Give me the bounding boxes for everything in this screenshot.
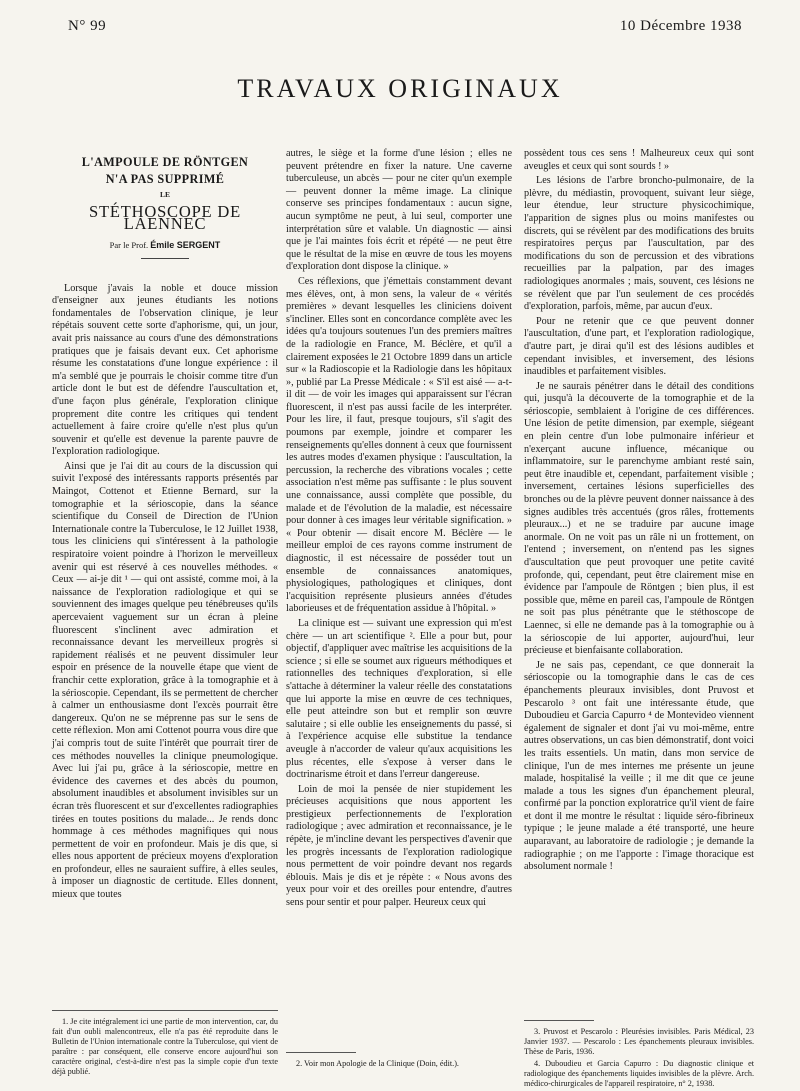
- paragraph: La clinique est — suivant une expression qui m'est chère — un art scientifique ². Elle a pour but, pour objectif, d'appliquer avec maîtrise les acquisitions de la science ; si elle se soumet aux rigueurs méthodiques et rationnelles des techniques d'exploration, si elle s'attache à déterminer la valeur réelle des constatations que lui apporte la mise en œuvre de ces techniques, elle peut atteindre son but et remplir son œuvre salutaire ; si elle oublie les enseignements du passé, si à l'expérience acquise elle substitue la tendance aveugle à n'accorder de valeur qu'aux acquisitions les plus récentes, elle s'expose à verser dans le doctrinarisme étroit et dans l'erreur dangereuse.: [286, 617, 512, 781]
- article-main-title: STÉTHOSCOPE DE LAENNEC: [89, 201, 241, 234]
- paragraph: Lorsque j'avais la noble et douce mission d'enseigner aux jeunes étudiants les notions fondamentales de l'observation clinique, je leur répétais souvent cette sorte d'aphorisme, qui, un jour, avait pris naissance au cours d'une des démonstrations pratiques que je faisais devant eux. Cet aphorisme résume les constatations d'une longue expérience : il m'a semblé que je pourrais le choisir comme titre d'un article dont le but est de défendre l'auscultation et, d'une façon plus générale, l'exploration clinique proprement dite contre les critiques qui tendent actuellement à faire croire qu'elle n'est plus qu'un souvenir et qu'elle est devenue la parente pauvre de l'exploration radiologique.: [52, 282, 278, 458]
- column-1-footnotes: [52, 1000, 278, 1079]
- paragraph: Loin de moi la pensée de nier stupidement les précieuses acquisitions que nous apportent les prestigieux perfectionnements de l'exploration radiologique ; avec admiration et reconnaissance, je le répète, je m'incline devant les perspectives d'avenir que les progrès incessants de l'exploration radiologique nous permettent de voir poindre devant nos regards éblouis. Mais je dis et je répète : « Nous avons des yeux pour voir et des oreilles pour entendre, d'autres sens pour sentir et pour palper. Heureux ceux qui: [286, 783, 513, 909]
- footnote: 3. Pruvost et Pescarolo : Pleurésies invisibles. Paris Médical, 23 Janvier 1937. — Pescarolo : Les épanchements pleuraux invisibles. Thèse de Paris, 1936.: [524, 1027, 754, 1056]
- footnote-divider: [524, 1020, 594, 1021]
- column-1: [52, 148, 278, 904]
- article-title-le: LE: [159, 190, 170, 200]
- column-3-footnotes: [524, 1010, 754, 1091]
- paragraph: Je ne sais pas, cependant, ce que donnerait la sérioscopie ou la tomographie dans le cas de ces épanchements pleuraux invisibles, dont Pruvost et Pescarolo ³ ont fait une intéressante étude, que Duboudieu et Garcia Capurro ⁴ de Montevideo viennent également de signaler et dont j'ai vu moi-même, entre autres observations, un cas bien démonstratif, dont voici les traits essentiels. Un matin, dans mon service de clinique, l'un de mes internes me présente un jeune malade, hospitalisé la veille ; il me dit que ce jeune malade a tous les signes d'un épanchement pleural, confirmé par la ponction exploratrice qu'il vient de faire et dont il me montre le résultat : liquide séro-fibrineux typique ; le jeune malade a été transporté, une heure auparavant, au laboratoire de radiologie ; je demande la radiographie ; on me l'apporte : l'image thoracique est absolument normale !: [524, 659, 754, 873]
- byline: [52, 239, 278, 252]
- issue-number: N° 99: [68, 18, 107, 34]
- paragraph: Je ne saurais pénétrer dans le détail des conditions qui, jusqu'à la découverte de la tomographie et de la sérioscopie, semblaient à l'origine de ces différences. Une lésion de petite dimension, par exemple, siégeant en plein centre d'un lobe pulmonaire inférieur et n'exerçant aucune influence, mécanique ou inflammatoire, sur le parenchyme ambiant resté sain, peut être inaudible et, cependant, parfaitement visible ; inversement, certaines lésions superficielles des bronches ou de la plèvre peuvent donner naissance à des signes audibles très accentués (gros râles, frottements pleuraux...) et ne se traduire par aucune image anormale. On ne voit pas un râle ni un frottement, on l'entend ; inversement, on n'entend pas les signes d'auscultation que peut provoquer une petite cavité profonde, qui, cependant, peut être clairement mise en évidence par l'ampoule de Röntgen ; bien plus, il est possible que, même en pareil cas, l'ampoule de Röntgen ne soit pas plus pénétrante que le stéthoscope de Laennec, si elle ne demande pas à la tomographie ou à la sérioscopie de lui apporter, aujourd'hui, leur précieuse et bienfaisante collaboration.: [524, 380, 754, 657]
- column-3: [524, 148, 754, 876]
- paragraph: autres, le siège et la forme d'une lésion ; elles ne peuvent prétendre en fixer la nature. Une caverne tuberculeuse, un abcès — pour ne citer qu'un exemple — peuvent donner la même image. La clinique conserve ses principes fondamentaux : aucun signe, aucun symptôme ne peut, à lui seul, comporter une interprétation sûre et valable. Un diagnostic — ainsi que je l'ai maintes fois écrit et répété — ne peut être que le résultat de la mise en œuvre de tous les moyens d'exploration dont dispose la clinique. »: [286, 148, 512, 273]
- article-title-line-1: L'AMPOULE DE RÖNTGEN: [81, 155, 249, 169]
- footnote: 1. Je cite intégralement ici une partie de mon intervention, car, du fait d'un oubli malencontreux, elle n'a pas été reproduite dans le Bulletin de l'Union internationale contre la Tuberculose, qui vient de paraître : par conséquent, elle conserve encore aujourd'hui son caractère original, c'est-à-dire n'est pas la simple copie d'un texte déjà publié.: [52, 1017, 278, 1076]
- paragraph: Les lésions de l'arbre broncho-pulmonaire, de la plèvre, du médiastin, provoquent, suivant leur siège, leur étendue, leur structure physicochimique, l'apparition de signes plus ou moins manifestes ou discrets, qui se révèlent par des modifications des bruits respiratoires perçus par l'auscultation, par des modifications du son de percussion et des vibrations recueillies par la palpation, par des images radiologiques anormales ; mais, souvent, ces lésions ne se révèlent que par l'un seulement de ces procédés d'exploration, parfois, même, par aucun d'eux.: [524, 175, 754, 313]
- byline-prefix: Par le Prof.: [109, 239, 149, 250]
- footnote-divider: [286, 1052, 356, 1053]
- footnote: 4. Duboudieu et Garcia Capurro : Du diagnostic clinique et radiologique des épanchements liquides invisibles de la plèvre. Arch. médico-chirurgicales de l'appareil respiratoire, n° 2, 1938.: [524, 1059, 754, 1088]
- author-name: Émile SERGENT: [150, 239, 221, 250]
- section-title: TRAVAUX ORIGINAUX: [237, 74, 563, 103]
- paragraph: Pour ne retenir que ce que peuvent donner l'auscultation, d'une part, et l'exploration radiologique, d'autre part, je dirai qu'il est des lésions audibles et cependant invisibles, et inversement, des lésions inaudibles et parfaitement visibles.: [524, 315, 754, 378]
- footnote: 2. Voir mon Apologie de la Clinique (Doin, édit.).: [296, 1059, 459, 1068]
- article-title-line-2: N'A PAS SUPPRIMÉ: [105, 171, 225, 186]
- paragraph: Ces réflexions, que j'émettais constamment devant mes élèves, ont, à mon sens, la valeur de « vérités premières » devant lesquelles les cliniciens doivent s'incliner. Elles sont en concordance complète avec les idées qu'a toujours soutenues l'un des premiers maîtres de la radiologie en France, M. Béclère, et qu'il a clairement exposées le 21 Octobre 1899 dans un article sur « la Radioscopie et la Radiologie dans les hôpitaux », publié par La Presse Médicale : « S'il est aisé — a-t-il dit — de voir les images qui apparaissent sur l'écran fluorescent, il n'est pas aussi facile de les interpréter. Pour les lire, il faut, presque toujours, s'il s'agit des poumons par exemple, joindre et comparer les renseignements qu'elles donnent à ceux que fournissent les autres modes d'examen physique : l'auscultation, la percussion, la recherche des vibrations vocales ; cette association n'est même pas suffisante : le plus souvent une connaissance, aussi complète que possible, du malade et de l'évolution de la maladie, est nécessaire pour donner à ces images leur véritable signification. » « Pour obtenir — disait encore M. Béclère — le meilleur emploi de ces rayons comme instrument de diagnostic, il est nécessaire de posséder tout un ensemble de connaissances anatomiques, physiologiques, pathologiques et cliniques, dont l'acquisition représente plusieurs années d'études laborieuses et de fréquentation assidue à l'hôpital. »: [286, 275, 512, 615]
- column-2: [286, 148, 512, 912]
- title-divider: [141, 258, 189, 259]
- column-2-footnotes: [286, 1042, 512, 1071]
- paragraph: Ainsi que je l'ai dit au cours de la discussion qui suivit l'exposé des intéressants rapports présentés par Maingot, Cottenot et Etienne Bernard, sur la tomographie et la sérioscopie, dans la séance scientifique du Conseil de Direction de l'Union Internationale contre la Tuberculose, le 12 Juillet 1938, tous les cliniciens qui s'intéressent à la pathologie respiratoire voient poindre à l'horizon le merveilleux avenir qui est réservé à ces nouvelles méthodes. « Ceux — ai-je dit ¹ — qui ont assisté, comme moi, à la naissance de l'exploration radiologique et qui se souviennent des images quelque peu ténébreuses qu'ils apercevaient vaguement sur un écran à pleine fluorescent s'inclinent avec admiration et reconnaissance devant les merveilleux progrès si rapidement réalisés et ne peuvent dissimuler leur espoir en présence de la nouvelle étape que vient de franchir cette exploration, grâce à la tomographie et à la sérioscopie. Cependant, ils se permettent de chercher à calmer un enthousiasme dont l'excès pourrait être dangereux. Qu'on ne se méprenne pas sur le sens de cette réflexion. Mon ami Cottenot pourra vous dire que j'ai compris tout de suite l'intérêt que pourrait tirer de ces méthodes nouvelles la clinique pneumologique. Avec lui j'ai pu, grâce à la sérioscopie, mettre en évidence des cavernes et des abcès du poumon, absolument inaudibles et absolument invisibles sur un écran très fluorescent et sur d'excellentes radiographies tirées en toutes positions du malade... Je rends donc hommage à ces méthodes magnifiques qui nous permettent de voir en profondeur. Mais je dis que, si elles nous apportent de précieux moyens d'exploration en profondeur, elles ne sauraient suffire, à elles seules, à imposer un diagnostic de certitude. Elles donnent, mieux que toutes: [52, 460, 279, 901]
- paragraph: possèdent tous ces sens ! Malheureux ceux qui sont aveugles et ceux qui sont sourds ! »: [524, 148, 754, 172]
- issue-date: 10 Décembre 1938: [619, 18, 742, 34]
- footnote-divider: [52, 1010, 278, 1011]
